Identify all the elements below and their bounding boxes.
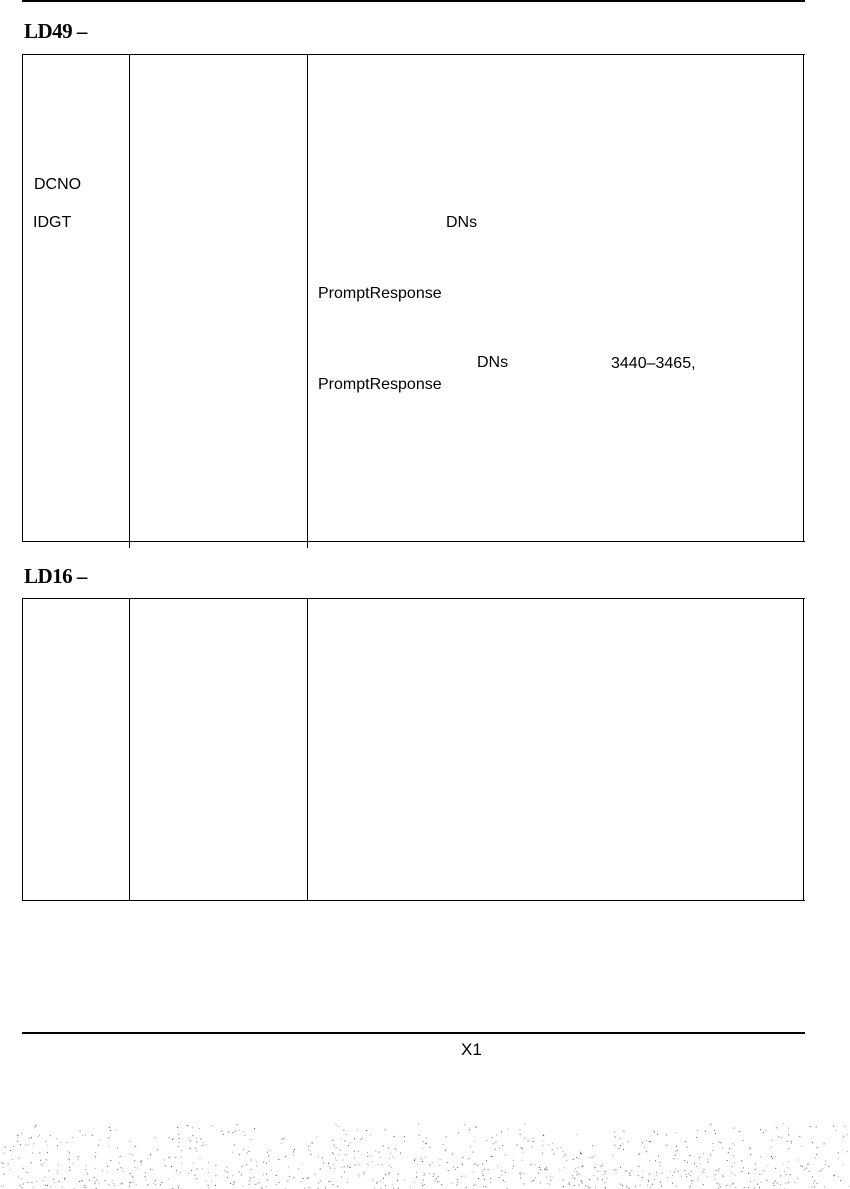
note-prompt-response-1: PromptResponse — [318, 285, 442, 302]
section-heading-ld16: LD16 – — [24, 564, 87, 588]
ld49-table-left-border — [22, 54, 23, 542]
footer-rule — [22, 1032, 805, 1034]
ld16-table-right-border — [803, 598, 804, 901]
ld16-col-divider-2 — [307, 598, 308, 901]
note-prompt-response-2: PromptResponse — [318, 376, 442, 393]
ld16-table-left-border — [22, 598, 23, 901]
ld49-col-divider-2 — [307, 54, 308, 548]
prompt-dcno: DCNO — [34, 176, 82, 193]
ld49-table-right-border — [803, 54, 804, 542]
note-dns-1: DNs — [446, 214, 478, 231]
note-dn-range: 3440–3465, — [611, 355, 696, 372]
section-heading-ld49: LD49 – — [24, 19, 87, 43]
scan-noise — [0, 1115, 850, 1189]
ld49-table-top-border — [22, 54, 805, 55]
ld16-table-top-border — [22, 598, 805, 599]
ld49-col-divider-1 — [129, 54, 130, 548]
ld16-col-divider-1 — [129, 598, 130, 901]
ld16-table-bottom-border — [22, 900, 805, 901]
ld49-table-bottom-border — [22, 541, 805, 542]
prompt-idgt: IDGT — [33, 214, 72, 231]
page-label: X1 — [461, 1040, 482, 1059]
note-dns-2: DNs — [477, 354, 509, 371]
top-rule — [22, 0, 805, 2]
